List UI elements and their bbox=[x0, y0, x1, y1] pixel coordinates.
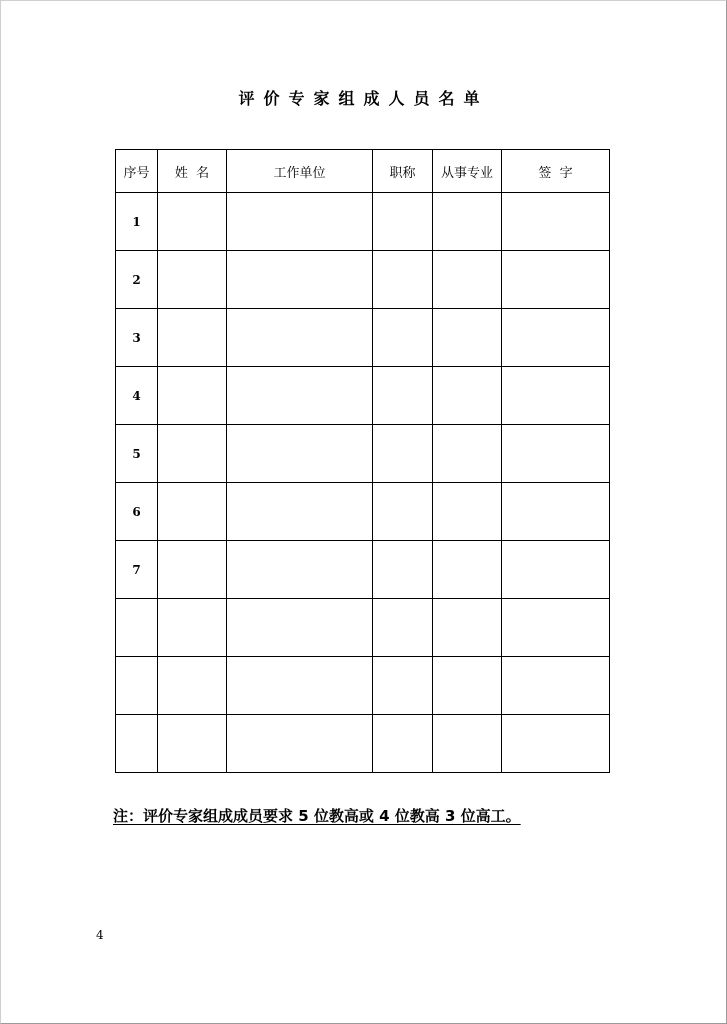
cell-workplace bbox=[227, 425, 373, 483]
cell-seq-no: 5 bbox=[116, 425, 158, 483]
cell-signature bbox=[502, 715, 610, 773]
cell-workplace bbox=[227, 541, 373, 599]
cell-name bbox=[158, 599, 227, 657]
cell-name bbox=[158, 309, 227, 367]
table-body bbox=[116, 193, 610, 773]
cell-seq-no bbox=[116, 657, 158, 715]
cell-workplace bbox=[227, 657, 373, 715]
cell-workplace bbox=[227, 483, 373, 541]
cell-specialty bbox=[433, 715, 502, 773]
cell-title bbox=[373, 541, 433, 599]
cell-seq-no bbox=[116, 715, 158, 773]
cell-seq-no: 6 bbox=[116, 483, 158, 541]
cell-name bbox=[158, 367, 227, 425]
cell-name bbox=[158, 715, 227, 773]
table-row bbox=[116, 483, 610, 541]
cell-signature bbox=[502, 483, 610, 541]
cell-name bbox=[158, 483, 227, 541]
cell-specialty bbox=[433, 599, 502, 657]
cell-title bbox=[373, 309, 433, 367]
table-row bbox=[116, 425, 610, 483]
cell-specialty bbox=[433, 657, 502, 715]
table-row bbox=[116, 251, 610, 309]
cell-name bbox=[158, 541, 227, 599]
cell-specialty bbox=[433, 193, 502, 251]
expert-roster-table bbox=[115, 149, 610, 773]
cell-signature bbox=[502, 251, 610, 309]
cell-specialty bbox=[433, 425, 502, 483]
cell-seq-no bbox=[116, 599, 158, 657]
cell-signature bbox=[502, 193, 610, 251]
cell-name bbox=[158, 193, 227, 251]
cell-specialty bbox=[433, 541, 502, 599]
cell-seq-no: 3 bbox=[116, 309, 158, 367]
header-signature: 签 字 bbox=[502, 150, 610, 193]
cell-title bbox=[373, 251, 433, 309]
cell-specialty bbox=[433, 309, 502, 367]
page-title: 评价专家组成人员名单 bbox=[238, 89, 489, 108]
table-row bbox=[116, 309, 610, 367]
cell-title bbox=[373, 483, 433, 541]
table-row bbox=[116, 193, 610, 251]
cell-signature bbox=[502, 541, 610, 599]
cell-signature bbox=[502, 657, 610, 715]
cell-signature bbox=[502, 599, 610, 657]
page-number: 4 bbox=[96, 928, 104, 942]
table-row bbox=[116, 541, 610, 599]
header-specialty: 从事专业 bbox=[433, 150, 502, 193]
cell-seq-no: 7 bbox=[116, 541, 158, 599]
cell-signature bbox=[502, 425, 610, 483]
header-name: 姓 名 bbox=[158, 150, 227, 193]
header-seq-no: 序号 bbox=[116, 150, 158, 193]
table-row bbox=[116, 599, 610, 657]
cell-workplace bbox=[227, 193, 373, 251]
cell-specialty bbox=[433, 483, 502, 541]
cell-name bbox=[158, 657, 227, 715]
cell-title bbox=[373, 193, 433, 251]
cell-seq-no: 2 bbox=[116, 251, 158, 309]
cell-name bbox=[158, 251, 227, 309]
cell-title bbox=[373, 715, 433, 773]
cell-specialty bbox=[433, 251, 502, 309]
header-workplace: 工作单位 bbox=[227, 150, 373, 193]
cell-specialty bbox=[433, 367, 502, 425]
requirement-note: 注：评价专家组成成员要求 5 位教高或 4 位教高 3 位高工。 bbox=[113, 807, 521, 825]
cell-seq-no: 4 bbox=[116, 367, 158, 425]
cell-workplace bbox=[227, 309, 373, 367]
cell-workplace bbox=[227, 367, 373, 425]
table-row bbox=[116, 715, 610, 773]
cell-name bbox=[158, 425, 227, 483]
cell-workplace bbox=[227, 715, 373, 773]
table-header-row bbox=[116, 150, 610, 193]
cell-signature bbox=[502, 367, 610, 425]
cell-workplace bbox=[227, 599, 373, 657]
cell-title bbox=[373, 425, 433, 483]
cell-title bbox=[373, 367, 433, 425]
table-row bbox=[116, 367, 610, 425]
cell-workplace bbox=[227, 251, 373, 309]
cell-seq-no: 1 bbox=[116, 193, 158, 251]
cell-title bbox=[373, 657, 433, 715]
cell-signature bbox=[502, 309, 610, 367]
cell-title bbox=[373, 599, 433, 657]
table-row bbox=[116, 657, 610, 715]
header-title: 职称 bbox=[373, 150, 433, 193]
